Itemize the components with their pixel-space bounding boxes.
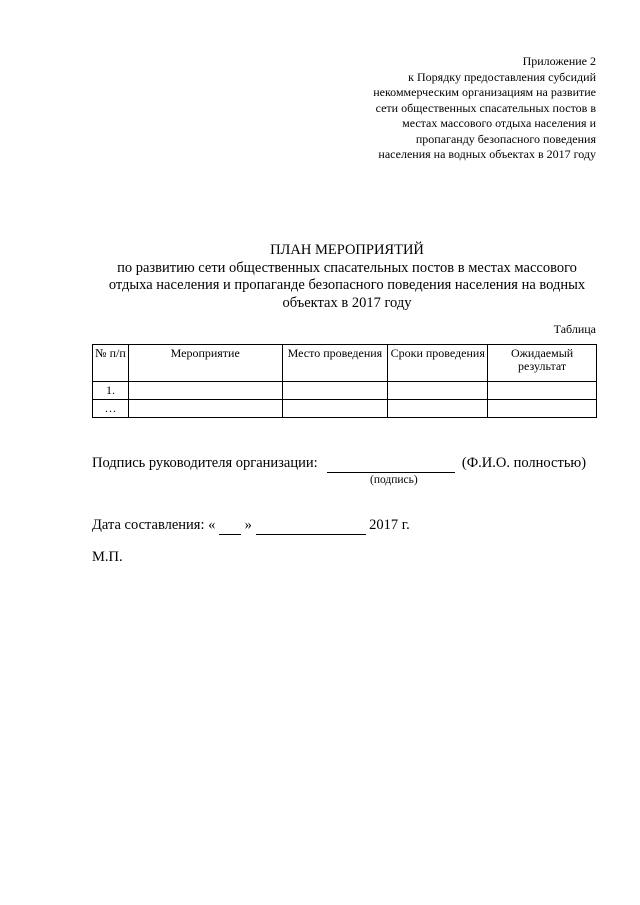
appendix-line: сети общественных спасательных постов в (375, 100, 596, 115)
table-cell (128, 400, 282, 418)
table-cell (282, 400, 388, 418)
column-header-dates: Сроки проведения (388, 345, 488, 382)
table-cell (282, 382, 388, 400)
signature-blank (327, 455, 455, 473)
date-month-blank (256, 517, 366, 535)
column-header-result: Ожидаемый результат (488, 345, 597, 382)
date-day-blank (219, 517, 241, 535)
signature-caption: (подпись) (370, 474, 418, 486)
title-line: по развитию сети общественных спасательных постов в местах массового (117, 259, 577, 276)
table-cell (388, 382, 488, 400)
column-header-number: № п/п (93, 345, 129, 382)
signature-line (92, 455, 586, 473)
title-heading: ПЛАН МЕРОПРИЯТИЙ (270, 242, 424, 258)
table-row (93, 400, 597, 418)
appendix-line: населения на водных объектах в 2017 году (378, 147, 596, 161)
table-cell (488, 400, 597, 418)
appendix-line: пропаганду безопасного поведения (415, 131, 596, 146)
table-header-row (93, 345, 597, 382)
table-cell: … (93, 400, 129, 418)
table-cell: 1. (93, 382, 129, 400)
date-quote: » (244, 517, 252, 533)
appendix-line: некоммерческим организациям на развитие (373, 85, 596, 99)
signature-fio-note: (Ф.И.О. полностью) (461, 455, 587, 471)
document-title (92, 242, 602, 312)
table-cell (488, 382, 597, 400)
table-label: Таблица (553, 322, 596, 336)
column-header-activity: Мероприятие (128, 345, 282, 382)
table-row (93, 382, 597, 400)
signature-label: Подпись руководителя организации: (92, 455, 318, 471)
date-line (92, 517, 410, 535)
date-year: 2017 г. (369, 517, 410, 533)
appendix-line: к Порядку предоставления субсидий (408, 69, 596, 84)
plan-table (92, 344, 597, 418)
stamp-place: М.П. (92, 549, 123, 565)
appendix-note (296, 54, 596, 163)
title-line: объектах в 2017 году (282, 294, 412, 311)
appendix-line: Приложение 2 (522, 54, 596, 68)
appendix-line: местах массового отдыха населения и (402, 116, 596, 130)
column-header-place: Место проведения (282, 345, 388, 382)
date-label: Дата составления: « (92, 517, 216, 533)
table-cell (128, 382, 282, 400)
table-cell (388, 400, 488, 418)
title-line: отдыха населения и пропаганде безопасного поведения населения на водных (108, 277, 586, 293)
